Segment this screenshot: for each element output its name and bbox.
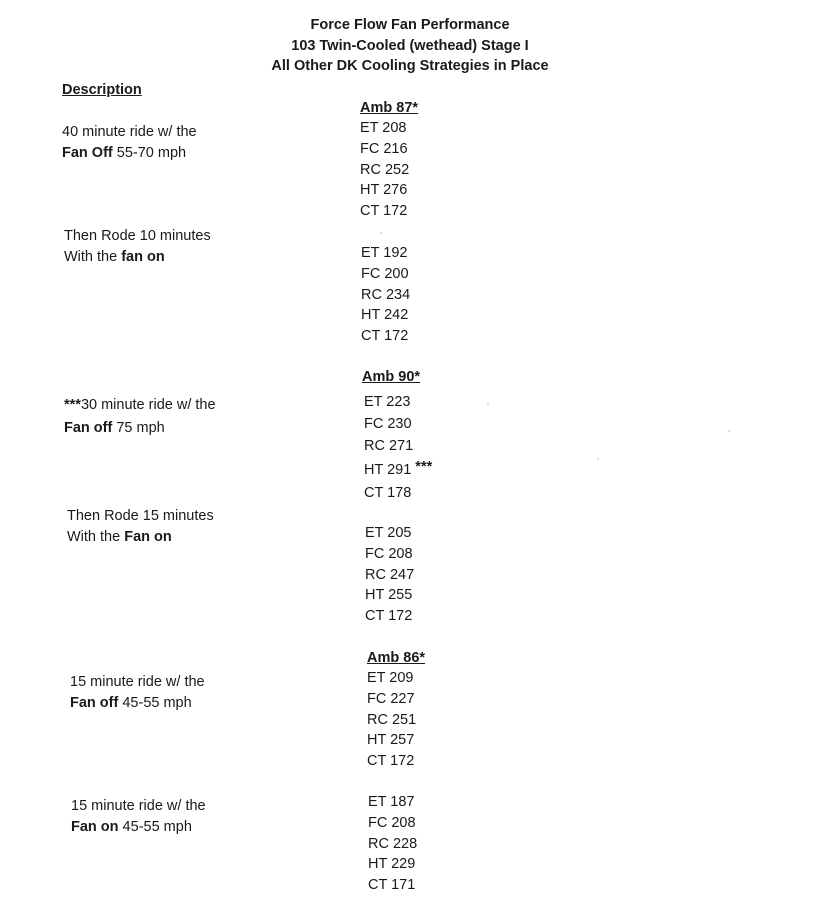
test-1-fan-off-readings	[360, 118, 409, 222]
scan-speck	[728, 430, 730, 432]
reading-ht-row	[364, 458, 432, 483]
reading-rc: RC 252	[360, 161, 410, 178]
test-3-fan-off-readings	[367, 668, 416, 772]
reading-et: ET 192	[361, 245, 408, 261]
fan-state: Fan on	[124, 528, 172, 545]
description-line	[64, 418, 216, 439]
speed-range: 45-55 mph	[118, 694, 192, 711]
fan-state: Fan off	[70, 694, 119, 711]
description-line: With the Fan on	[67, 528, 172, 545]
reading-ct: CT 172	[367, 753, 415, 770]
scan-speck	[597, 458, 599, 460]
reading-fc: FC 227	[367, 690, 415, 707]
description-line: Then Rode 10 minutes	[64, 228, 211, 244]
description-line: With the fan on	[64, 248, 165, 265]
reading-fc: FC 208	[368, 814, 416, 831]
description-line: Then Rode 15 minutes	[67, 508, 214, 524]
reading-et: ET 209	[367, 670, 414, 686]
reading-ct: CT 172	[365, 608, 413, 625]
reading-ht: HT 276	[360, 182, 408, 199]
reading-ht: HT 229	[368, 856, 416, 873]
test-3-fan-off-description	[70, 672, 205, 714]
reading-ct: CT 172	[361, 328, 409, 345]
description-line: ***30 minute ride w/ the	[64, 397, 216, 413]
ambient-label-1	[360, 98, 418, 119]
description-header: Description	[62, 82, 142, 98]
reading-ct: CT 172	[360, 203, 408, 220]
description-line: 15 minute ride w/ the	[71, 798, 206, 814]
reading-rc: RC 271	[364, 438, 414, 454]
reading-rc: RC 228	[368, 835, 418, 852]
reading-et: ET 223	[364, 394, 411, 410]
ambient-label: Amb 86*	[367, 650, 426, 666]
reading-ht: HT 255	[365, 587, 413, 604]
test-2-fan-on-readings	[365, 523, 414, 627]
speed-range: 75 mph	[112, 419, 165, 436]
test-1-fan-on-description	[64, 226, 211, 268]
fan-state: Fan off	[64, 419, 113, 436]
reading-rc: RC 251	[367, 711, 417, 728]
scan-speck	[487, 403, 489, 405]
reading-rc: RC 247	[365, 566, 415, 583]
reading-fc: FC 216	[360, 140, 408, 157]
reading-et: ET 187	[368, 794, 415, 810]
scan-speck	[380, 232, 382, 234]
reading-et: ET 205	[365, 525, 412, 541]
ambient-label-3	[367, 648, 425, 669]
reading-fc: FC 230	[364, 416, 412, 432]
speed-range: 45-55 mph	[118, 818, 192, 835]
reading-et: ET 208	[360, 120, 407, 136]
description-line	[62, 143, 197, 164]
reading-ct: CT 178	[364, 485, 412, 501]
test-2-fan-off-readings	[364, 392, 432, 505]
reading-ct: CT 171	[368, 877, 416, 894]
ambient-label: Amb 87*	[360, 100, 419, 116]
reading-ht: HT 291	[364, 462, 412, 478]
test-1-fan-off-description	[62, 122, 197, 164]
document-title	[0, 15, 820, 77]
ambient-label: Amb 90*	[362, 369, 421, 385]
reading-fc: FC 200	[361, 265, 409, 282]
note-marker: ***	[64, 397, 81, 413]
test-1-fan-on-readings	[361, 243, 410, 347]
test-2-fan-on-description	[67, 506, 214, 548]
fan-state: Fan Off	[62, 144, 113, 161]
speed-range: 55-70 mph	[112, 144, 187, 161]
description-line: 15 minute ride w/ the	[70, 674, 205, 690]
test-3-fan-on-readings	[368, 792, 417, 896]
title-line-1: Force Flow Fan Performance	[310, 17, 510, 33]
reading-rc: RC 234	[361, 286, 411, 303]
title-line-2: 103 Twin-Cooled (wethead) Stage I	[291, 37, 529, 54]
description-line	[70, 693, 205, 714]
description-line	[71, 817, 206, 838]
fan-state: fan on	[121, 248, 165, 265]
ambient-label-2	[362, 367, 420, 388]
test-2-fan-off-description	[64, 395, 216, 438]
title-line-3: All Other DK Cooling Strategies in Place	[271, 58, 549, 74]
ht-note-marker: ***	[415, 459, 433, 475]
fan-state: Fan on	[71, 818, 119, 835]
test-3-fan-on-description	[71, 796, 206, 838]
reading-ht: HT 257	[367, 732, 415, 749]
reading-ht: HT 242	[361, 307, 409, 324]
description-line: 40 minute ride w/ the	[62, 124, 197, 140]
reading-fc: FC 208	[365, 545, 413, 562]
